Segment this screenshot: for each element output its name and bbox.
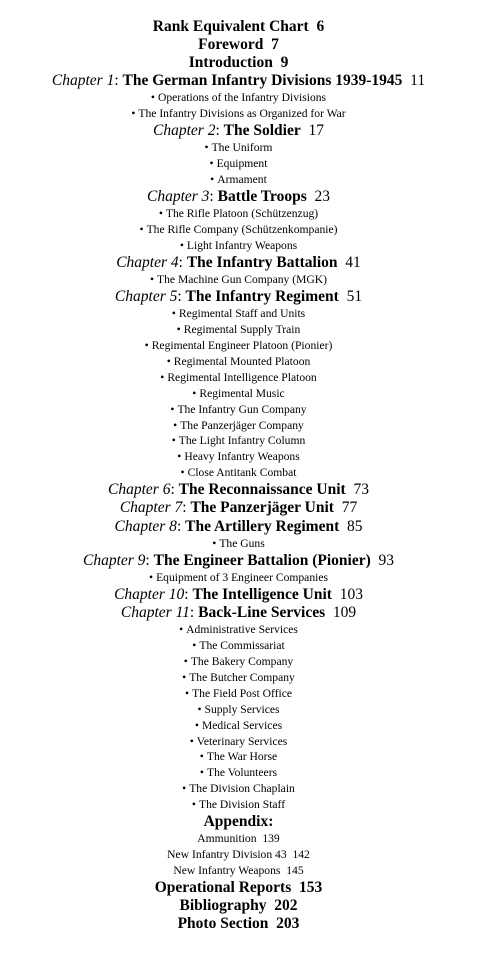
bullet-icon: •	[179, 238, 184, 252]
toc-main-entry-bibliography	[0, 897, 477, 915]
toc-subentry	[0, 734, 477, 750]
subentry-title: Regimental Mounted Platoon	[173, 354, 311, 368]
subentry-title: The Infantry Divisions as Organized for War	[138, 107, 346, 121]
bullet-icon: •	[171, 307, 176, 321]
chapter-page-number: 109	[332, 603, 357, 621]
entry-title: Bibliography	[179, 896, 267, 914]
toc-subentry	[0, 306, 477, 322]
toc-subentry	[0, 465, 477, 481]
toc-subentry	[0, 206, 477, 222]
bullet-icon: •	[192, 639, 197, 653]
subentry-title: Regimental Engineer Platoon (Pionier)	[151, 338, 333, 352]
subentry-title: The Panzerjäger Company	[180, 418, 304, 432]
toc-subentry	[0, 140, 477, 156]
chapter-label: Chapter 4	[116, 253, 179, 271]
subentry-title: The Rifle Platoon (Schützenzug)	[165, 207, 319, 221]
bullet-icon: •	[160, 370, 165, 384]
toc-subentry	[0, 354, 477, 370]
entry-title: Introduction	[188, 54, 273, 71]
toc-appendix-entry	[0, 831, 477, 847]
subentry-title: The Division Staff	[198, 798, 286, 812]
subentry-title: Regimental Staff and Units	[178, 307, 306, 321]
chapter-title: The Infantry Battalion	[186, 253, 338, 271]
chapter-title: Back-Line Services	[198, 603, 326, 621]
toc-main-entry-appendix	[0, 813, 477, 831]
chapter-title: Battle Troops	[217, 187, 307, 205]
subentry-title: Supply Services	[204, 702, 280, 716]
chapter-label: Chapter 11	[120, 603, 190, 621]
bullet-icon: •	[170, 402, 175, 416]
toc-subentry	[0, 172, 477, 188]
toc-main-entry-operational-reports	[0, 879, 477, 897]
chapter-page-number: 11	[410, 72, 426, 89]
chapter-page-number: 51	[346, 287, 363, 305]
entry-page-number: 202	[274, 896, 298, 914]
bullet-icon: •	[199, 766, 204, 780]
subentry-title: Close Antitank Combat	[187, 466, 297, 480]
appendix-entry-title: New Infantry Weapons	[173, 863, 281, 877]
subentry-title: Armament	[217, 173, 267, 187]
toc-main-entry-introduction	[0, 54, 477, 72]
chapter-title: The Intelligence Unit	[192, 585, 332, 603]
toc-main-entry-foreword	[0, 36, 477, 54]
toc-appendix-entry	[0, 847, 477, 863]
toc-subentry	[0, 449, 477, 465]
toc-chapter-entry-chapter-7: Chapter 7: The Panzerjäger Unit 77	[119, 499, 358, 517]
toc-subentry	[0, 370, 477, 386]
chapter-title: The German Infantry Divisions 1939-1945	[122, 72, 403, 89]
bullet-icon: •	[183, 654, 188, 668]
subentry-title: Light Infantry Weapons	[186, 238, 298, 252]
subentry-title: The Commissariat	[199, 639, 285, 653]
bullet-icon: •	[199, 750, 204, 764]
chapter-page-number: 73	[353, 481, 369, 499]
toc-subentry	[0, 622, 477, 638]
entry-title: Photo Section	[177, 914, 269, 932]
toc-chapter-entry-chapter-6: Chapter 6: The Reconnaissance Unit 73	[108, 481, 369, 499]
toc-subentry	[0, 386, 477, 402]
chapter-label: Chapter 10	[114, 585, 185, 603]
subentry-title: Operations of the Infantry Divisions	[157, 91, 327, 105]
appendix-entry-page-number: 142	[292, 847, 310, 861]
bullet-icon: •	[150, 91, 155, 105]
entry-title: Operational Reports	[154, 878, 292, 896]
bullet-icon: •	[131, 107, 136, 121]
bullet-icon: •	[191, 798, 196, 812]
bullet-icon: •	[182, 670, 187, 684]
bullet-icon: •	[209, 157, 214, 171]
bullet-icon: •	[166, 354, 171, 368]
toc-subentry	[0, 338, 477, 354]
appendix-entry-page-number: 145	[286, 863, 304, 877]
toc-subentry	[0, 781, 477, 797]
chapter-page-number: 85	[346, 517, 363, 535]
bullet-icon: •	[182, 782, 187, 796]
subentry-title: Regimental Music	[199, 386, 285, 400]
toc-subentry	[0, 90, 477, 106]
bullet-icon: •	[176, 323, 181, 337]
bullet-icon: •	[189, 734, 194, 748]
toc-subentry	[0, 797, 477, 813]
chapter-page-number: 23	[314, 187, 330, 205]
bullet-icon: •	[194, 718, 199, 732]
bullet-icon: •	[144, 338, 149, 352]
subentry-title: The Guns	[219, 536, 265, 550]
chapter-label: Chapter 6	[108, 481, 171, 499]
chapter-title: The Artillery Regiment	[185, 517, 340, 535]
subentry-title: The Division Chaplain	[189, 782, 295, 796]
toc-subentry	[0, 536, 477, 552]
toc-main-entry-rank-equivalent-chart	[0, 18, 477, 36]
toc-subentry	[0, 654, 477, 670]
chapter-label: Chapter 1	[51, 72, 115, 89]
entry-page-number: 9	[280, 54, 289, 71]
chapter-title: The Reconnaissance Unit	[178, 481, 346, 499]
toc-subentry	[0, 638, 477, 654]
toc-subentry	[0, 322, 477, 338]
toc-subentry	[0, 670, 477, 686]
bullet-icon: •	[179, 623, 184, 637]
chapter-title: The Infantry Regiment	[185, 287, 339, 305]
bullet-icon: •	[185, 686, 190, 700]
subentry-title: Heavy Infantry Weapons	[184, 450, 300, 464]
bullet-icon: •	[197, 702, 202, 716]
toc-chapter-entry-chapter-11: Chapter 11: Back-Line Services 109	[120, 603, 357, 621]
toc-subentry	[0, 106, 477, 122]
appendix-entry-page-number: 139	[262, 832, 280, 846]
chapter-title: The Engineer Battalion (Pionier)	[153, 551, 371, 569]
toc-chapter-entry-chapter-3: Chapter 3: Battle Troops 23	[146, 187, 330, 205]
chapter-page-number: 77	[341, 499, 358, 517]
bullet-icon: •	[158, 207, 163, 221]
subentry-title: The War Horse	[206, 750, 278, 764]
chapter-label: Chapter 3	[146, 187, 210, 205]
subentry-title: The Infantry Gun Company	[177, 402, 307, 416]
subentry-title: Medical Services	[201, 718, 283, 732]
bullet-icon: •	[149, 273, 155, 287]
chapter-page-number: 93	[378, 551, 394, 569]
entry-page-number: 203	[276, 914, 300, 932]
appendix-entry-title: New Infantry Division 43	[167, 847, 287, 861]
subentry-title: The Bakery Company	[190, 654, 294, 668]
bullet-icon: •	[180, 466, 185, 480]
chapter-label: Chapter 2	[153, 122, 216, 140]
subentry-title: Regimental Supply Train	[183, 323, 301, 337]
bullet-icon: •	[210, 173, 215, 187]
bullet-icon: •	[171, 434, 176, 448]
chapter-title: The Soldier	[223, 122, 301, 140]
toc-chapter-entry-chapter-10: Chapter 10: The Intelligence Unit 103	[114, 585, 363, 603]
toc-subentry	[0, 238, 477, 254]
entry-page-number: 153	[298, 878, 323, 896]
chapter-label: Chapter 7	[119, 499, 183, 517]
subentry-title: The Light Infantry Column	[178, 434, 306, 448]
toc-subentry	[0, 402, 477, 418]
toc-subentry	[0, 702, 477, 718]
chapter-label: Chapter 5	[114, 287, 178, 305]
chapter-label: Chapter 8	[114, 517, 177, 535]
subentry-title: The Volunteers	[206, 766, 278, 780]
entry-title: Foreword	[198, 36, 264, 53]
toc-subentry	[0, 570, 477, 586]
entry-title: Rank Equivalent Chart	[152, 18, 309, 35]
toc-subentry	[0, 433, 477, 449]
toc-chapter-entry-chapter-8: Chapter 8: The Artillery Regiment 85	[114, 517, 363, 535]
subentry-title: Regimental Intelligence Platoon	[167, 370, 317, 384]
entry-page-number: 6	[316, 18, 325, 35]
toc-main-entry-photo-section	[0, 915, 477, 933]
toc-subentry	[0, 222, 477, 238]
toc-chapter-entry-chapter-1: Chapter 1: The German Infantry Divisions 1939-1945 11	[51, 72, 426, 89]
subentry-title: Equipment	[216, 157, 268, 171]
bullet-icon: •	[177, 450, 182, 464]
toc-appendix-entry	[0, 863, 477, 879]
chapter-label: Chapter 9	[82, 551, 146, 569]
subentry-title: The Field Post Office	[192, 686, 292, 700]
subentry-title: The Butcher Company	[189, 670, 295, 684]
toc-subentry	[0, 272, 477, 288]
toc-chapter-entry-chapter-5: Chapter 5: The Infantry Regiment 51	[114, 287, 363, 305]
bullet-icon: •	[173, 418, 178, 432]
subentry-title: The Rifle Company (Schützenkompanie)	[146, 223, 338, 237]
toc-chapter-entry-chapter-4: Chapter 4: The Infantry Battalion 41	[116, 253, 361, 271]
toc-subentry	[0, 749, 477, 765]
chapter-title: The Panzerjäger Unit	[190, 499, 334, 517]
toc-subentry	[0, 718, 477, 734]
subentry-title: Veterinary Services	[196, 734, 288, 748]
toc-subentry	[0, 418, 477, 434]
toc-subentry	[0, 686, 477, 702]
toc-subentry	[0, 156, 477, 172]
bullet-icon: •	[212, 536, 217, 550]
subentry-title: The Uniform	[211, 141, 273, 155]
chapter-page-number: 103	[339, 585, 363, 603]
subentry-title: Administrative Services	[186, 623, 298, 637]
toc-chapter-entry-chapter-2: Chapter 2: The Soldier 17	[153, 122, 324, 140]
bullet-icon: •	[204, 141, 209, 155]
chapter-page-number: 41	[345, 253, 361, 271]
bullet-icon: •	[192, 386, 197, 400]
toc-subentry	[0, 765, 477, 781]
entry-page-number: 7	[271, 36, 279, 53]
bullet-icon: •	[139, 223, 144, 237]
toc-chapter-entry-chapter-9: Chapter 9: The Engineer Battalion (Pionier) 93	[82, 551, 394, 569]
entry-title: Appendix:	[203, 813, 274, 831]
subentry-title: Equipment of 3 Engineer Companies	[156, 570, 328, 584]
bullet-icon: •	[149, 570, 154, 584]
chapter-page-number: 17	[308, 122, 324, 140]
subentry-title: The Machine Gun Company (MGK)	[157, 273, 328, 287]
appendix-entry-title: Ammunition	[197, 832, 257, 846]
